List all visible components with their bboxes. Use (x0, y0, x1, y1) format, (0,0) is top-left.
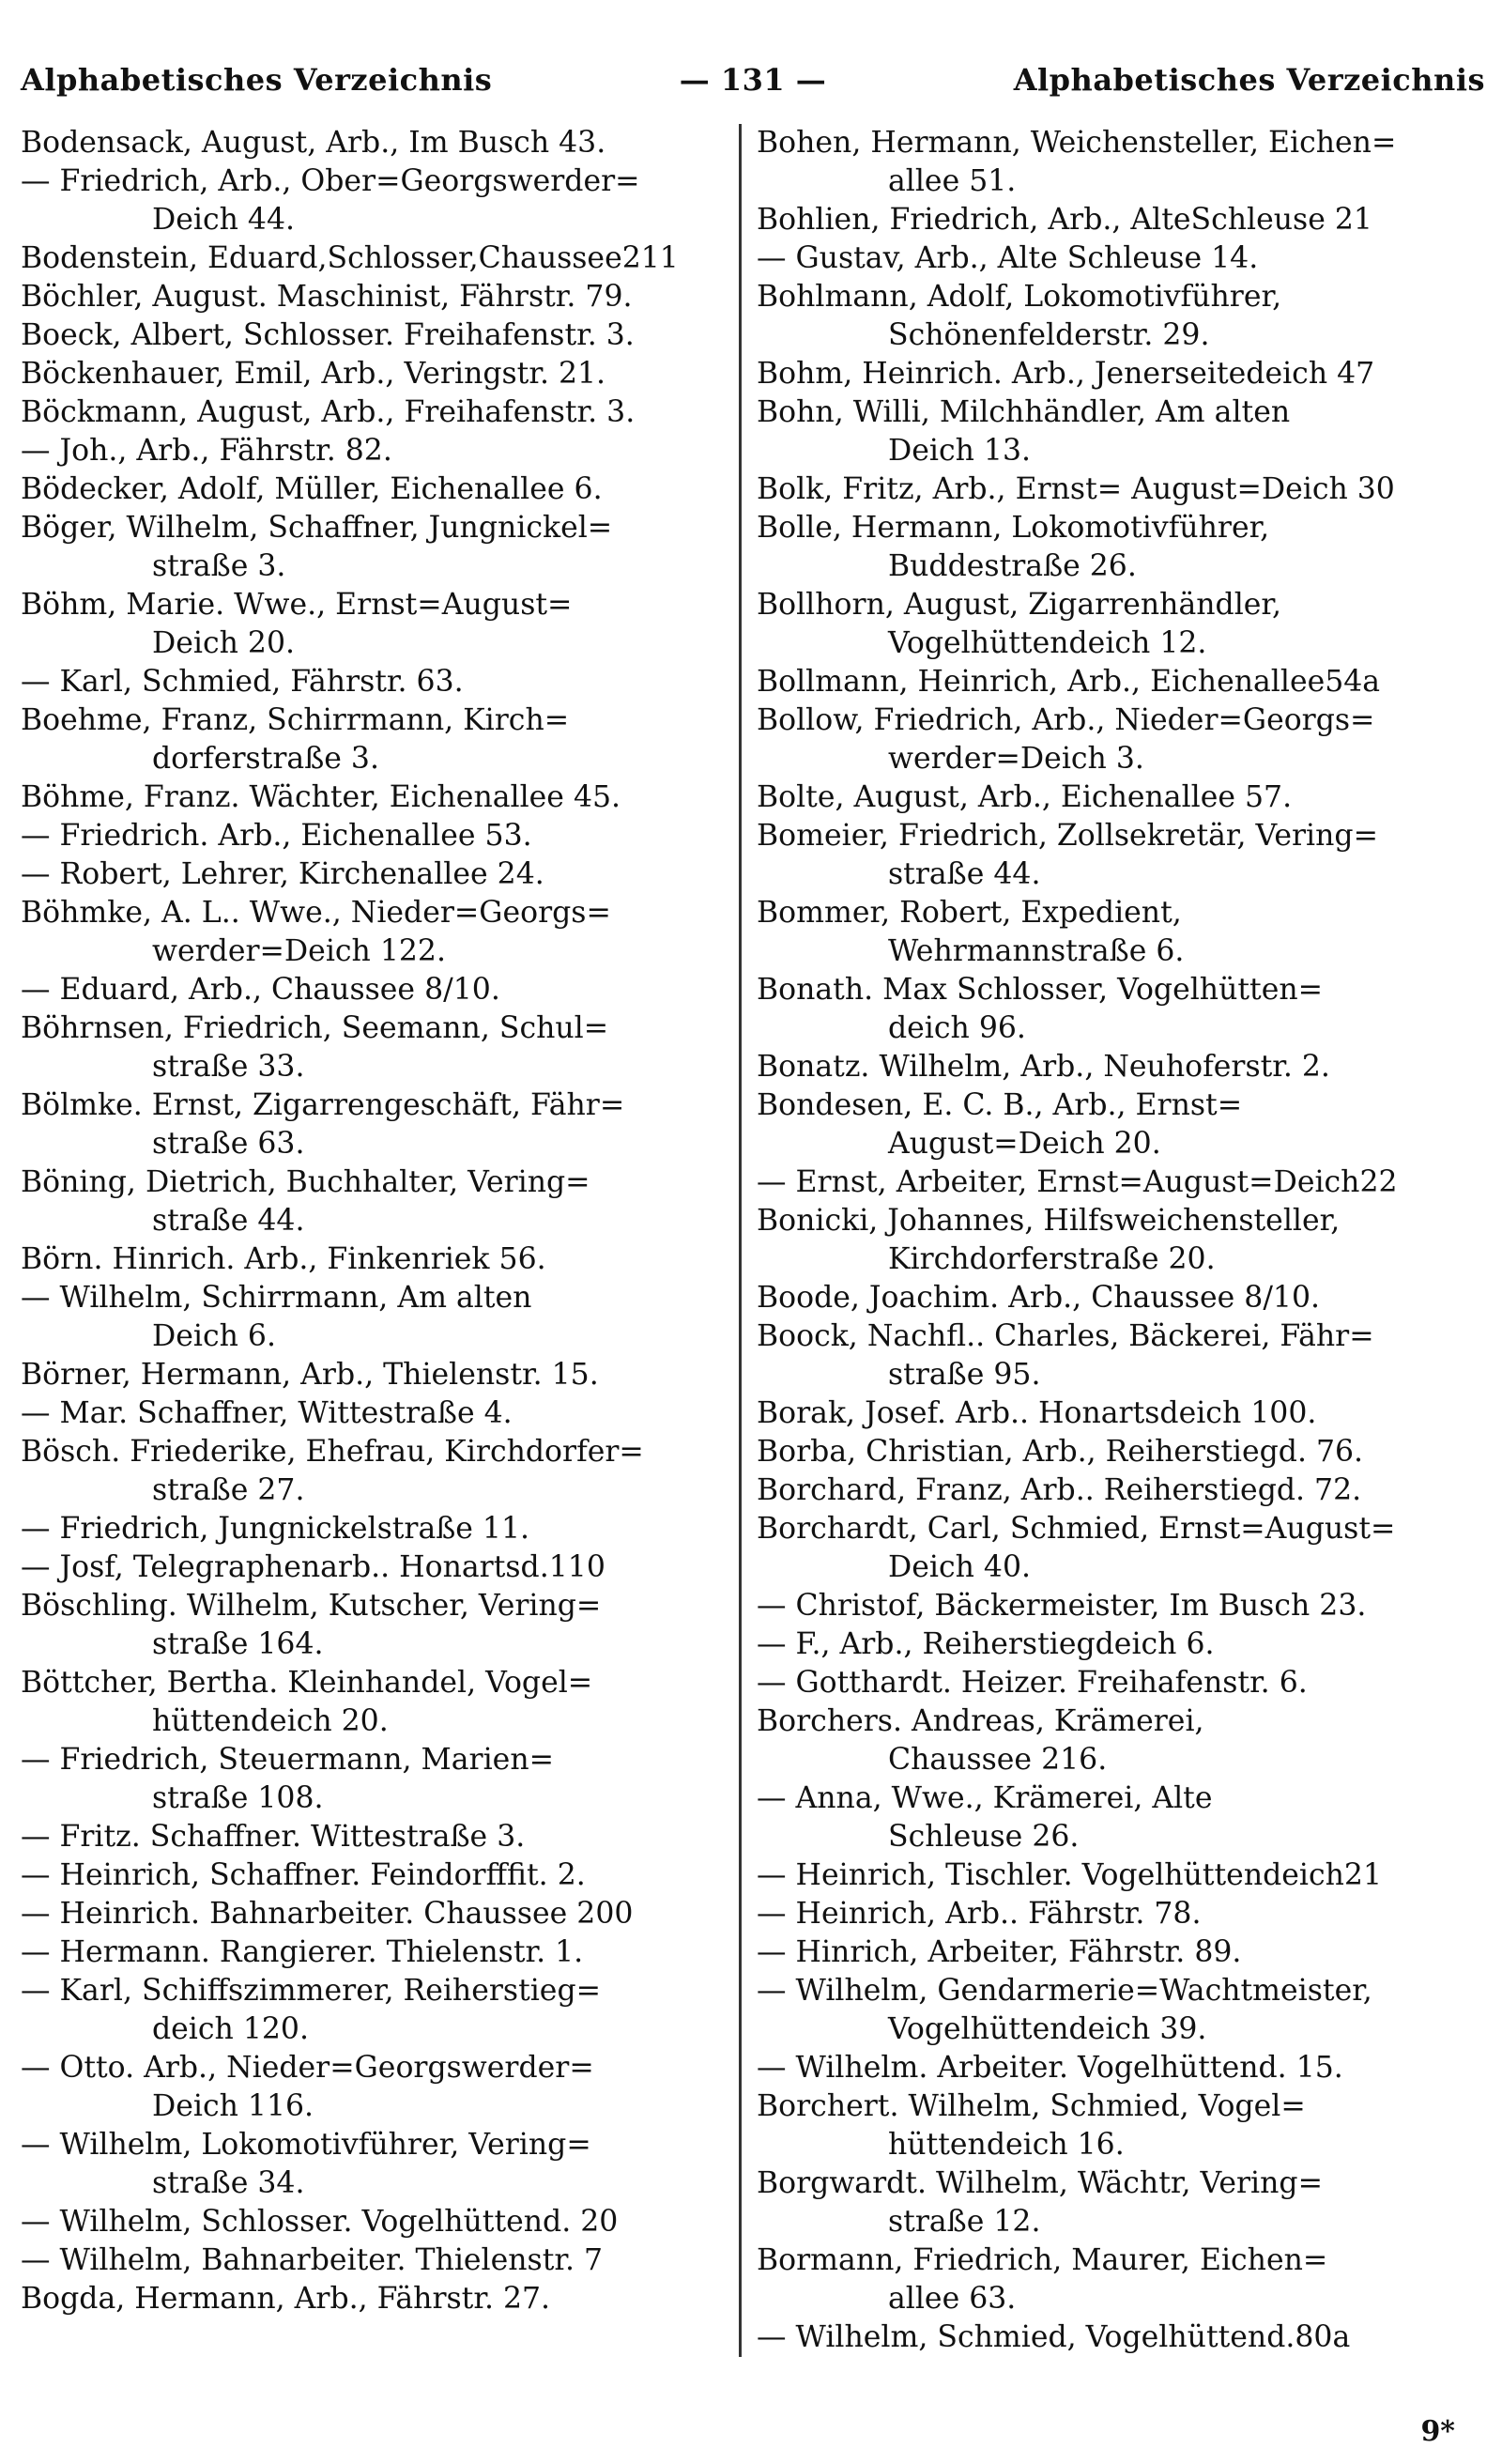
entry-line: — Friedrich, Jungnickelstraße 11. (21, 1512, 530, 1546)
entry-line: — Hermann. Rangierer. Thielenstr. 1. (21, 1935, 584, 1969)
entry-continuation: Wehrmannstraße 6. (888, 934, 1185, 968)
entry-line: Böckmann, August, Arb., Freihafenstr. 3. (21, 395, 636, 429)
directory-entry (757, 1202, 1457, 1279)
directory-entry (21, 278, 728, 316)
directory-entry (757, 1972, 1457, 2049)
entry-line: — Anna, Wwe., Krämerei, Alte (757, 1781, 1213, 1815)
signature-mark: 9* (1420, 2415, 1455, 2448)
entry-line: — F., Arb., Reiherstiegdeich 6. (757, 1627, 1215, 1661)
directory-entry (21, 1587, 728, 1664)
entry-continuation: Vogelhüttendeich 39. (888, 2012, 1207, 2046)
directory-entry (21, 1240, 728, 1279)
entry-line: Bölmke. Ernst, Zigarrengeschäft, Fähr= (21, 1088, 625, 1122)
directory-entry (757, 894, 1457, 971)
directory-entry (757, 1048, 1457, 1086)
header-right-title: Alphabetisches Verzeichnis (1013, 62, 1485, 98)
directory-entry (757, 1317, 1457, 1394)
entry-line: Bösch. Friederike, Ehefrau, Kirchdorfer= (21, 1435, 644, 1469)
directory-entry (21, 470, 728, 509)
directory-entry (21, 817, 728, 855)
directory-entry (757, 1779, 1457, 1856)
directory-entry (757, 355, 1457, 393)
entry-line: Böhm, Marie. Wwe., Ernst=August= (21, 588, 573, 622)
entry-line: Bollmann, Heinrich, Arb., Eichenallee54a (757, 665, 1381, 699)
directory-entry (21, 2126, 728, 2203)
entry-continuation: deich 96. (888, 1011, 1026, 1045)
entry-line: Boode, Joachim. Arb., Chaussee 8/10. (757, 1281, 1321, 1315)
entry-line: Bolk, Fritz, Arb., Ernst= August=Deich 30 (757, 472, 1395, 506)
entry-continuation: straße 108. (152, 1781, 324, 1815)
directory-entry (21, 1933, 728, 1972)
entry-continuation: deich 120. (152, 2012, 309, 2046)
directory-entry (757, 509, 1457, 586)
entry-line: Bonath. Max Schlosser, Vogelhütten= (757, 973, 1324, 1007)
entry-line: — Hinrich, Arbeiter, Fährstr. 89. (757, 1935, 1242, 1969)
entry-line: — Wilhelm, Schirrmann, Am alten (21, 1281, 532, 1315)
entry-line: — Gustav, Arb., Alte Schleuse 14. (757, 241, 1259, 275)
entry-line: Bohlmann, Adolf, Lokomotivführer, (757, 280, 1282, 314)
entry-line: Bohen, Hermann, Weichensteller, Eichen= (757, 126, 1397, 160)
entry-continuation: Deich 116. (152, 2089, 314, 2123)
entry-continuation: Deich 20. (152, 626, 296, 660)
directory-entry (21, 355, 728, 393)
entry-continuation: Buddestraße 26. (888, 549, 1137, 583)
entry-continuation: August=Deich 20. (888, 1127, 1161, 1161)
directory-entry (21, 1664, 728, 1741)
directory-entry (757, 1933, 1457, 1972)
directory-entry (757, 778, 1457, 817)
entry-line: Boeck, Albert, Schlosser. Freihafenstr. 3. (21, 318, 635, 352)
entry-continuation: straße 44. (152, 1204, 305, 1238)
entry-continuation: Vogelhüttendeich 12. (888, 626, 1207, 660)
directory-entry (21, 855, 728, 894)
entry-continuation: werder=Deich 3. (888, 742, 1144, 776)
entry-line: — Eduard, Arb., Chaussee 8/10. (21, 973, 500, 1007)
entry-line: — Karl, Schmied, Fährstr. 63. (21, 665, 464, 699)
entry-line: — Wilhelm, Lokomotivführer, Vering= (21, 2128, 591, 2162)
directory-entry (757, 2049, 1457, 2087)
entry-line: — Wilhelm. Arbeiter. Vogelhüttend. 15. (757, 2051, 1343, 2085)
directory-entry (757, 1702, 1457, 1779)
entry-continuation: Deich 40. (888, 1550, 1032, 1584)
directory-entry (757, 278, 1457, 355)
directory-entry (757, 1625, 1457, 1664)
directory-entry (757, 239, 1457, 278)
entry-line: Bollhorn, August, Zigarrenhändler, (757, 588, 1282, 622)
entry-line: — Gotthardt. Heizer. Freihafenstr. 6. (757, 1666, 1308, 1700)
entry-continuation: werder=Deich 122. (152, 934, 446, 968)
entry-line: Bonatz. Wilhelm, Arb., Neuhoferstr. 2. (757, 1050, 1330, 1084)
directory-entry (757, 1856, 1457, 1895)
entry-continuation: straße 95. (888, 1358, 1041, 1392)
directory-entry (757, 1086, 1457, 1163)
entry-line: — Wilhelm, Bahnarbeiter. Thielenstr. 7 (21, 2243, 604, 2277)
entry-line: Bohm, Heinrich. Arb., Jenerseitedeich 47 (757, 357, 1375, 391)
directory-entry (757, 663, 1457, 701)
entry-line: — Ernst, Arbeiter, Ernst=August=Deich22 (757, 1165, 1398, 1199)
directory-entry (757, 2087, 1457, 2164)
entry-line: — Heinrich, Arb.. Fährstr. 78. (757, 1897, 1202, 1931)
left-column (21, 124, 739, 2357)
entry-line: Börner, Hermann, Arb., Thielenstr. 15. (21, 1358, 599, 1392)
directory-entry (21, 239, 728, 278)
entry-continuation: straße 34. (152, 2166, 305, 2200)
entry-line: Borchard, Franz, Arb.. Reiherstiegd. 72. (757, 1473, 1362, 1507)
right-column (739, 124, 1457, 2357)
entry-line: — Friedrich, Arb., Ober=Georgswerder= (21, 164, 640, 198)
directory-entry (21, 1548, 728, 1587)
entry-line: — Heinrich. Bahnarbeiter. Chaussee 200 (21, 1897, 634, 1931)
entry-line: Borak, Josef. Arb.. Honartsdeich 100. (757, 1396, 1317, 1430)
entry-line: Böhme, Franz. Wächter, Eichenallee 45. (21, 780, 621, 814)
entry-line: Bohlien, Friedrich, Arb., AlteSchleuse 21 (757, 203, 1372, 237)
entry-line: Bormann, Friedrich, Maurer, Eichen= (757, 2243, 1328, 2277)
entry-continuation: Schönenfelderstr. 29. (888, 318, 1210, 352)
directory-entry (21, 1394, 728, 1433)
directory-entry (21, 894, 728, 971)
directory-entry (21, 1163, 728, 1240)
entry-line: Bomeier, Friedrich, Zollsekretär, Vering= (757, 819, 1378, 853)
entry-line: — Heinrich, Tischler. Vogelhüttendeich21 (757, 1858, 1383, 1892)
entry-line: Böchler, August. Maschinist, Fährstr. 79. (21, 280, 633, 314)
directory-entry (757, 1510, 1457, 1587)
entry-continuation: straße 33. (152, 1050, 305, 1084)
entry-continuation: Kirchdorferstraße 20. (888, 1242, 1216, 1276)
directory-entry (757, 817, 1457, 894)
entry-continuation: dorferstraße 3. (152, 742, 379, 776)
entry-continuation: straße 164. (152, 1627, 324, 1661)
entry-line: Böhmke, A. L.. Wwe., Nieder=Georgs= (21, 896, 611, 930)
directory-entry (757, 124, 1457, 201)
directory-entry (757, 1163, 1457, 1202)
directory-entry (757, 2164, 1457, 2241)
directory-entry (21, 1009, 728, 1086)
directory-entry (21, 2049, 728, 2126)
directory-entry (21, 1356, 728, 1394)
entry-continuation: Deich 13. (888, 434, 1032, 468)
entry-line: Bolte, August, Arb., Eichenallee 57. (757, 780, 1293, 814)
directory-entry (757, 2318, 1457, 2357)
entry-line: Bommer, Robert, Expedient, (757, 896, 1182, 930)
directory-entry (21, 663, 728, 701)
directory-entry (21, 432, 728, 470)
directory-entry (21, 1972, 728, 2049)
entry-line: — Mar. Schaffner, Wittestraße 4. (21, 1396, 513, 1430)
directory-entry (21, 778, 728, 817)
entry-line: Böhrnsen, Friedrich, Seemann, Schul= (21, 1011, 609, 1045)
entry-line: Bohn, Willi, Milchhändler, Am alten (757, 395, 1291, 429)
entry-line: Borgwardt. Wilhelm, Wächtr, Vering= (757, 2166, 1323, 2200)
entry-line: Bodenstein, Eduard,Schlosser,Chaussee211 (21, 241, 679, 275)
entry-line: Borchardt, Carl, Schmied, Ernst=August= (757, 1512, 1396, 1546)
directory-entry (757, 1587, 1457, 1625)
entry-continuation: Schleuse 26. (888, 1820, 1080, 1854)
entry-continuation: allee 63. (888, 2282, 1017, 2316)
entry-line: Böning, Dietrich, Buchhalter, Vering= (21, 1165, 590, 1199)
entry-line: — Robert, Lehrer, Kirchenallee 24. (21, 857, 544, 891)
directory-entry (21, 971, 728, 1009)
entry-line: Bödecker, Adolf, Müller, Eichenallee 6. (21, 472, 603, 506)
entry-line: Bonicki, Johannes, Hilfsweichensteller, (757, 1204, 1341, 1238)
entry-line: Boehme, Franz, Schirrmann, Kirch= (21, 703, 570, 737)
entry-continuation: straße 27. (152, 1473, 305, 1507)
directory-entry (757, 1394, 1457, 1433)
entry-line: — Josf, Telegraphenarb.. Honartsd.110 (21, 1550, 605, 1584)
directory-entry (21, 1510, 728, 1548)
entry-continuation: straße 3. (152, 549, 286, 583)
directory-entry (757, 470, 1457, 509)
directory-entry (21, 1433, 728, 1510)
directory-entry (21, 1086, 728, 1163)
directory-entry (757, 1433, 1457, 1471)
directory-entry (757, 971, 1457, 1048)
directory-entry (21, 2203, 728, 2241)
directory-entry (757, 2241, 1457, 2318)
entry-continuation: hüttendeich 16. (888, 2128, 1125, 2162)
entry-line: Bollow, Friedrich, Arb., Nieder=Georgs= (757, 703, 1375, 737)
entry-line: Borchert. Wilhelm, Schmied, Vogel= (757, 2089, 1306, 2123)
directory-entry (757, 393, 1457, 470)
entry-continuation: allee 51. (888, 164, 1017, 198)
directory-entry (757, 1895, 1457, 1933)
directory-entry (21, 1895, 728, 1933)
directory-entry (757, 1279, 1457, 1317)
entry-continuation: straße 12. (888, 2205, 1041, 2239)
entry-line: — Friedrich. Arb., Eichenallee 53. (21, 819, 532, 853)
directory-entry (21, 1741, 728, 1818)
entry-line: Borchers. Andreas, Krämerei, (757, 1704, 1204, 1738)
entry-continuation: Deich 44. (152, 203, 296, 237)
entry-line: — Christof, Bäckermeister, Im Busch 23. (757, 1589, 1367, 1623)
entry-line: — Otto. Arb., Nieder=Georgswerder= (21, 2051, 594, 2085)
directory-entry (757, 1471, 1457, 1510)
entry-continuation: straße 44. (888, 857, 1041, 891)
entry-line: — Wilhelm, Schmied, Vogelhüttend.80a (757, 2320, 1351, 2354)
page-number: — 131 — (679, 62, 827, 98)
entry-continuation: Chaussee 216. (888, 1743, 1108, 1777)
entry-line: — Wilhelm, Gendarmerie=Wachtmeister, (757, 1974, 1372, 2008)
directory-entry (21, 124, 728, 162)
entry-line: Böckenhauer, Emil, Arb., Veringstr. 21. (21, 357, 606, 391)
entry-line: Bogda, Hermann, Arb., Fährstr. 27. (21, 2282, 551, 2316)
directory-entry (21, 1818, 728, 1856)
entry-continuation: straße 63. (152, 1127, 305, 1161)
entry-line: Borba, Christian, Arb., Reiherstiegd. 76. (757, 1435, 1364, 1469)
entry-line: Böschling. Wilhelm, Kutscher, Vering= (21, 1589, 602, 1623)
entry-line: Boock, Nachfl.. Charles, Bäckerei, Fähr= (757, 1319, 1374, 1353)
directory-entry (21, 162, 728, 239)
directory-entry (757, 701, 1457, 778)
directory-entry (21, 701, 728, 778)
directory-entry (757, 586, 1457, 663)
directory-entry (21, 1856, 728, 1895)
directory-entry (21, 1279, 728, 1356)
entry-line: — Joh., Arb., Fährstr. 82. (21, 434, 392, 468)
entry-line: — Fritz. Schaffner. Wittestraße 3. (21, 1820, 526, 1854)
entry-line: Börn. Hinrich. Arb., Finkenriek 56. (21, 1242, 546, 1276)
entry-line: — Karl, Schiffszimmerer, Reiherstieg= (21, 1974, 602, 2008)
header-left-title: Alphabetisches Verzeichnis (21, 62, 493, 98)
entry-line: Bolle, Hermann, Lokomotivführer, (757, 511, 1270, 545)
entry-continuation: hüttendeich 20. (152, 1704, 389, 1738)
entry-line: Böger, Wilhelm, Schaffner, Jungnickel= (21, 511, 613, 545)
entry-line: — Friedrich, Steuermann, Marien= (21, 1743, 554, 1777)
entry-line: Bondesen, E. C. B., Arb., Ernst= (757, 1088, 1243, 1122)
page-header (21, 62, 1485, 111)
directory-entry (21, 2241, 728, 2280)
entry-line: — Wilhelm, Schlosser. Vogelhüttend. 20 (21, 2205, 619, 2239)
directory-entry (21, 2280, 728, 2318)
entry-line: — Heinrich, Schaffner. Feindorfffit. 2. (21, 1858, 586, 1892)
directory-entry (21, 509, 728, 586)
directory-entry (757, 1664, 1457, 1702)
directory-entry (757, 201, 1457, 239)
columns (21, 124, 1485, 2357)
entry-continuation: Deich 6. (152, 1319, 276, 1353)
directory-entry (21, 586, 728, 663)
entry-line: Böttcher, Bertha. Kleinhandel, Vogel= (21, 1666, 593, 1700)
directory-entry (21, 316, 728, 355)
entry-line: Bodensack, August, Arb., Im Busch 43. (21, 126, 606, 160)
directory-entry (21, 393, 728, 432)
